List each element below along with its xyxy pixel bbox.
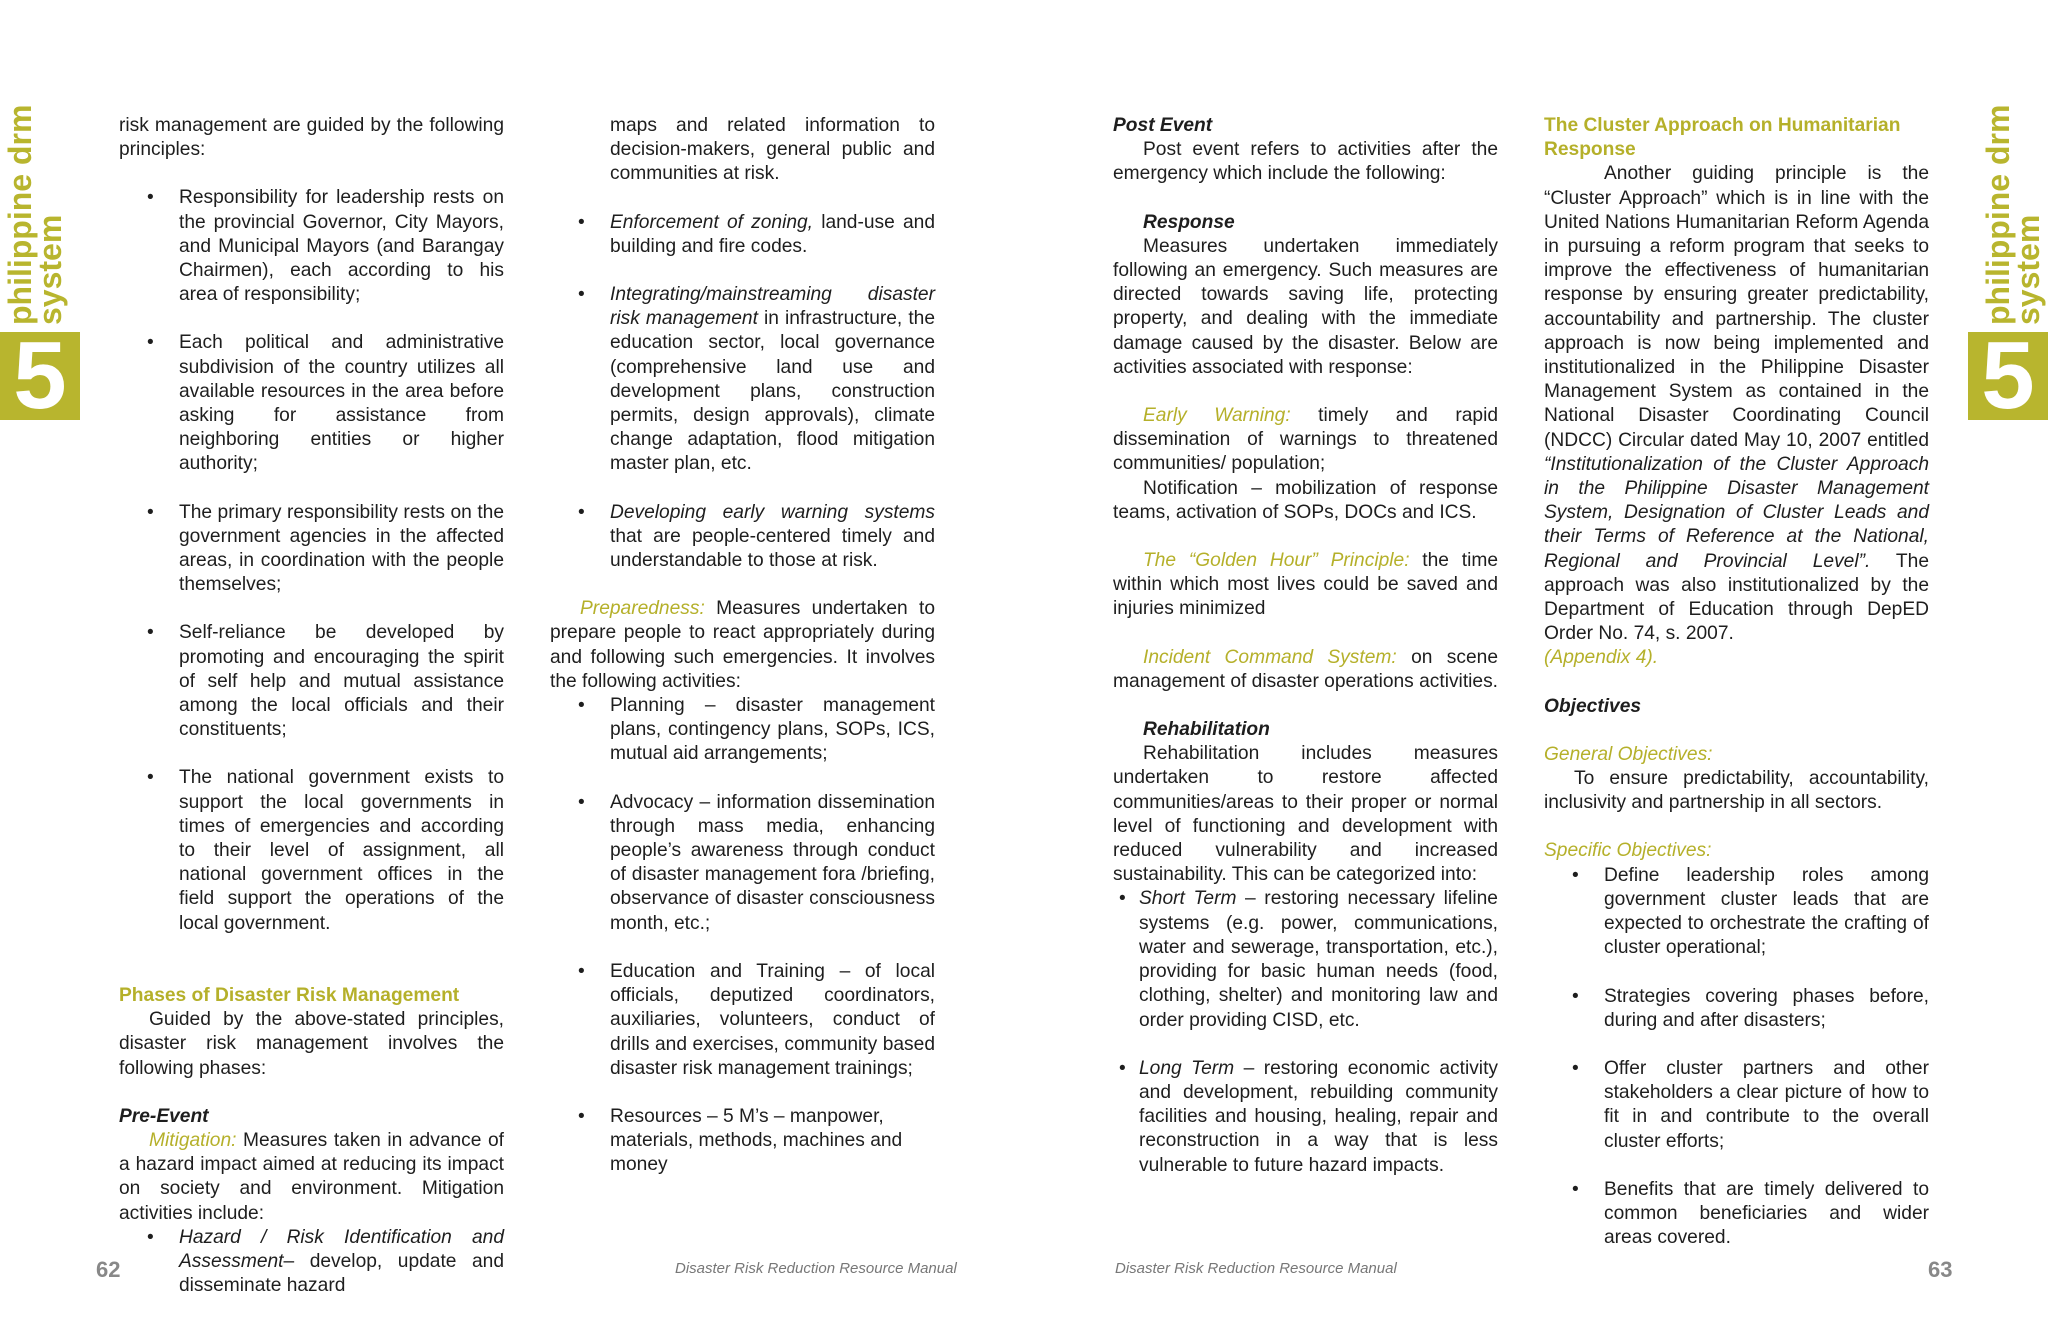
list-item: • Responsibility for leadership rests on the provincial Governor, City Mayors, and Municipal Mayors (and Barangay Chairmen), each according to his area of responsibility;: [147, 187, 504, 306]
list-item: • Benefits that are timely delivered to common beneficiaries and wider areas covered.: [1572, 1178, 1929, 1249]
rehabilitation-heading: Rehabilitation: [1143, 719, 1270, 741]
list-item: • Planning – disaster management plans, contingency plans, SOPs, ICS, mutual aid arrangements;: [578, 695, 935, 765]
side-tab-label-left: philippine drm system: [2, 104, 68, 325]
ics-paragraph: Incident Command System: on scene management of disaster operations activities.: [1113, 646, 1499, 692]
list-item: • Resources – 5 M’s – manpower, materials, methods, machines and money: [578, 1105, 903, 1176]
side-tab-label-right: philippine drm system: [1980, 104, 2046, 325]
response-heading: Response: [1143, 211, 1235, 233]
chapter-tab-left: 5: [0, 332, 80, 420]
pre-event-heading: Pre-Event: [119, 1105, 209, 1127]
footer-title-left: Disaster Risk Reduction Resource Manual: [675, 1260, 957, 1277]
post-event-text: Post event refers to activities after the emergency which include the following:: [1113, 139, 1498, 185]
golden-hour-paragraph: The “Golden Hour” Principle: the time within which most lives could be saved and injuries minimized: [1113, 550, 1498, 620]
left-column-2: [550, 114, 935, 1178]
mitigation-paragraph: Mitigation: Measures taken in advance of a hazard impact aimed at reducing its impact on society and environment. Mitigation activities include:: [119, 1129, 504, 1224]
hazard-continuation: maps and related information to decision-makers, general public and communities at risk.: [610, 115, 935, 185]
list-item: • Long Term – restoring economic activity and development, rebuilding community facilities and housing, healing, repair and reconstruction in a way that is less vulnerable to future hazard impacts.: [1119, 1057, 1498, 1176]
preparedness-paragraph: Preparedness: Measures undertaken to prepare people to react appropriately during and following such emergencies. It involves the following activities:: [550, 598, 935, 692]
page-number-left: 62: [96, 1257, 121, 1282]
list-item: • Short Term – restoring necessary lifeline systems (e.g. power, communications, water and sewerage, transportation, etc.), providing for basic human needs (food, clothing, shelter) and monitoring law and order providing CISD, etc.: [1119, 888, 1498, 1031]
notification-paragraph: Notification – mobilization of response teams, activation of SOPs, DOCs and ICS.: [1113, 477, 1498, 523]
response-text: Measures undertaken immediately following an emergency. Such measures are directed towards saving life, protecting property, and dealing with the immediate damage caused by the disaster. Below are activities associated with response:: [1113, 235, 1498, 378]
appendix-reference: (Appendix 4).: [1544, 647, 1659, 669]
rehabilitation-text: Rehabilitation includes measures undertaken to restore affected communities/areas to their proper or normal level of functioning and development with reduced vulnerability and increased sustainability. This can be categorized into:: [1113, 743, 1498, 886]
phases-text: Guided by the above-stated principles, disaster risk management involves the following phases:: [119, 1009, 504, 1079]
list-item: • Define leadership roles among government cluster leads that are expected to orchestrate the crafting of cluster operational;: [1572, 864, 1929, 959]
specific-objectives-label: Specific Objectives:: [1544, 840, 1712, 862]
list-item: • Hazard / Risk Identification and Assessment– develop, update and disseminate hazard: [147, 1226, 504, 1297]
list-item: • Advocacy – information dissemination through mass media, enhancing people’s awareness through conduct of disaster management fora /briefing, observance of disaster consciousness month, etc.;: [578, 791, 935, 934]
list-item: • Enforcement of zoning, land-use and building and fire codes.: [578, 211, 935, 257]
list-item: • Developing early warning systems that are people-centered timely and understandable to those at risk.: [578, 501, 935, 572]
general-objectives-text: To ensure predictability, accountability, inclusivity and partnership in all sectors.: [1544, 768, 1929, 814]
list-item: • The national government exists to support the local governments in times of emergencies and according to their level of assignment, all national government offices in the field support the operations of the local government.: [147, 767, 504, 934]
left-column-1: [119, 114, 504, 1298]
cluster-text: Another guiding principle is the “Cluster Approach” which is in line with the United Nations Humanitarian Reform Agenda in pursuing a reform program that seeks to improve the effectiveness of humanitarian response by ensuring greater predictability, accountability and partnership. The cluster approach is now being implemented and institutionalized in the Philippine Disaster Management System as contained in the National Disaster Coordinating Council (NDCC) Circular dated May 10, 2007 entitled “Institutionalization of the Cluster Approach in the Philippine Disaster Management System, Designation of Cluster Leads and their Terms of Reference at the National, Regional and Provincial Level”. The approach was also institutionalized by the Department of Education through DepED Order No. 74, s. 2007.: [1544, 163, 1929, 645]
footer-title-right: Disaster Risk Reduction Resource Manual: [1115, 1260, 1397, 1277]
list-item: • Self-reliance be developed by promoting and encouraging the spirit of self help and mutual assistance among the local officials and their constituents;: [147, 622, 504, 741]
objectives-heading: Objectives: [1544, 695, 1642, 717]
early-warning-paragraph: Early Warning: timely and rapid dissemination of warnings to threatened communities/ population;: [1113, 405, 1498, 475]
principles-intro: risk management are guided by the following principles:: [119, 115, 504, 161]
list-item: • Integrating/mainstreaming disaster risk management in infrastructure, the education sector, local governance (comprehensive land use and development plans, construction permits, design approvals), climate change adaptation, flood mitigation master plan, etc.: [578, 284, 935, 475]
chapter-tab-right: 5: [1968, 332, 2048, 420]
list-item: • Education and Training – of local officials, deputized coordinators, auxiliaries, volunteers, conduct of drills and exercises, community based disaster risk management trainings;: [578, 960, 935, 1079]
right-column-2: [1544, 114, 1929, 1250]
general-objectives-label: General Objectives:: [1544, 743, 1713, 765]
list-item: • The primary responsibility rests on the government agencies in the affected areas, in coordination with the people themselves;: [147, 501, 504, 596]
phases-heading: Phases of Disaster Risk Management: [119, 984, 460, 1006]
cluster-heading: The Cluster Approach on Humanitarian Response: [1544, 115, 1901, 161]
right-column-1: [1113, 114, 1498, 1178]
list-item: • Offer cluster partners and other stakeholders a clear picture of how to fit in and contribute to the overall cluster efforts;: [1572, 1057, 1929, 1152]
post-event-heading: Post Event: [1113, 115, 1213, 136]
list-item: • Each political and administrative subdivision of the country utilizes all available resources in the area before asking for assistance from neighboring entities or higher authority;: [147, 332, 504, 475]
list-item: • Strategies covering phases before, during and after disasters;: [1572, 985, 1929, 1031]
page-number-right: 63: [1928, 1257, 1953, 1282]
